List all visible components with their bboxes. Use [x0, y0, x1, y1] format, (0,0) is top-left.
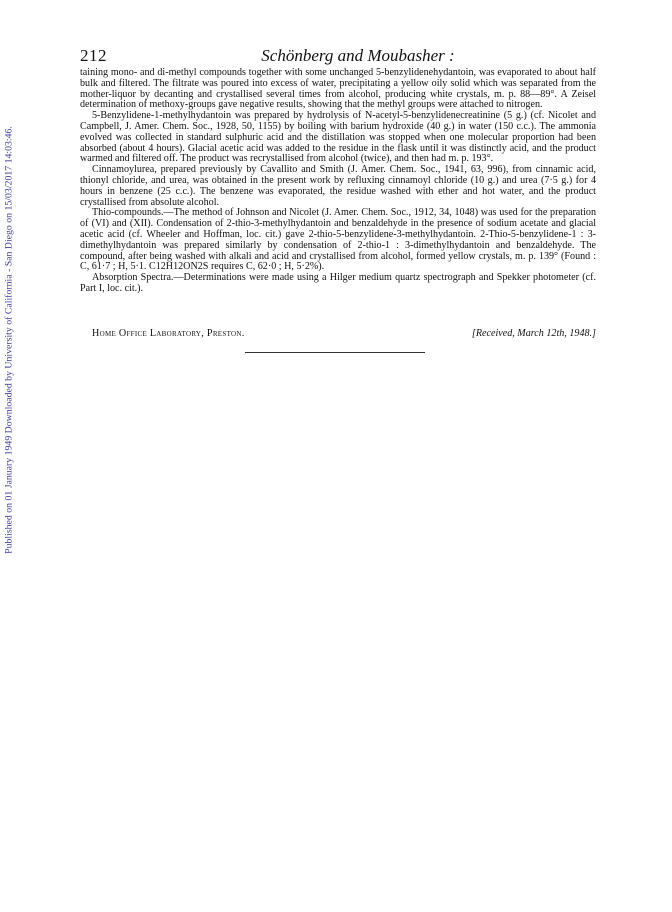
paragraph-continuation: taining mono- and di-methyl compounds together with some unchanged 5-benzylidenehydantoin, was evaporated to about half bulk and filtered. The filtrate was poured into excess of water, precipitating a yellow oily solid which was separated from the mother-liquor by decanting and crystallised several times from alcohol, producing white crystals, m. p. 88—89°. A Zeisel determination of methoxy-groups gave negative results, showing that the methyl groups were attached to nitrogen. [80, 67, 596, 111]
paragraph-absorption-spectra: Absorption Spectra.—Determinations were made using a Hilger medium quartz spectrograph and Spekker photometer (cf. Part I, loc. cit.). [80, 272, 596, 294]
article-body [80, 68, 596, 295]
laboratory-affiliation: Home Office Laboratory, Preston. [92, 328, 245, 339]
paragraph-thio-compounds: Thio-compounds.—The method of Johnson and Nicolet (J. Amer. Chem. Soc., 1912, 34, 1048) was used for the preparation of (VI) and (XII). Condensation of 2-thio-3-methylhydantoin and benzaldehyde in the presence of sodium acetate and glacial acetic acid (cf. Wheeler and Hoffman, loc. cit.) gave 2-thio-5-benzylidene-3-methylhydantoin. 2-Thio-5-benzylidene-1 : 3-dimethylhydantoin was prepared similarly by condensation of 2-thio-1 : 3-dimethylhydantoin and benzaldehyde. The compound, after being washed with alkali and acid and crystallised from alcohol, formed yellow crystals, m. p. 139° (Found : C, 61·7 ; H, 5·1. C12H12ON2S requires C, 62·0 ; H, 5·2%). [80, 207, 596, 273]
paragraph-benzylidene-methylhydantoin: 5-Benzylidene-1-methylhydantoin was prepared by hydrolysis of N-acetyl-5-benzylidenecreatinine (5 g.) (cf. Nicolet and Campbell, J. Amer. Chem. Soc., 1928, 50, 1155) by boiling with barium hydroxide (40 g.) in water (150 c.c.). The ammonia evolved was collected in standard sulphuric acid and the distillation was stopped when one molecular proportion had been absorbed (about 4 hours). Glacial acetic acid was added to the residue in the flask until it was distinctly acid, and the product warmed and filtered off. The product was recrystallised from alcohol (twice), and then had m. p. 193°. [80, 110, 596, 165]
received-date: [Received, March 12th, 1948.] [471, 328, 596, 339]
page-number: 212 [80, 46, 107, 65]
download-watermark [4, 100, 14, 580]
running-title: Schönberg and Moubasher : [261, 46, 455, 65]
paragraph-cinnamoylurea: Cinnamoylurea, prepared previously by Cavallito and Smith (J. Amer. Chem. Soc., 1941, 63, 996), from cinnamic acid, thionyl chloride, and urea, was obtained in the present work by refluxing cinnamoyl chloride (10 g.) and urea (7·5 g.) for 4 hours in benzene (25 c.c.). The benzene was evaporated, the residue washed with ether and hot water, and the product crystallised from absolute alcohol. [80, 164, 596, 208]
page-header [80, 46, 596, 66]
end-rule [245, 352, 425, 353]
download-watermark-text: Published on 01 January 1949 Downloaded by University of California - San Diego on 15/03/2017 14:03:46. [3, 126, 15, 554]
article-footer [92, 328, 596, 342]
